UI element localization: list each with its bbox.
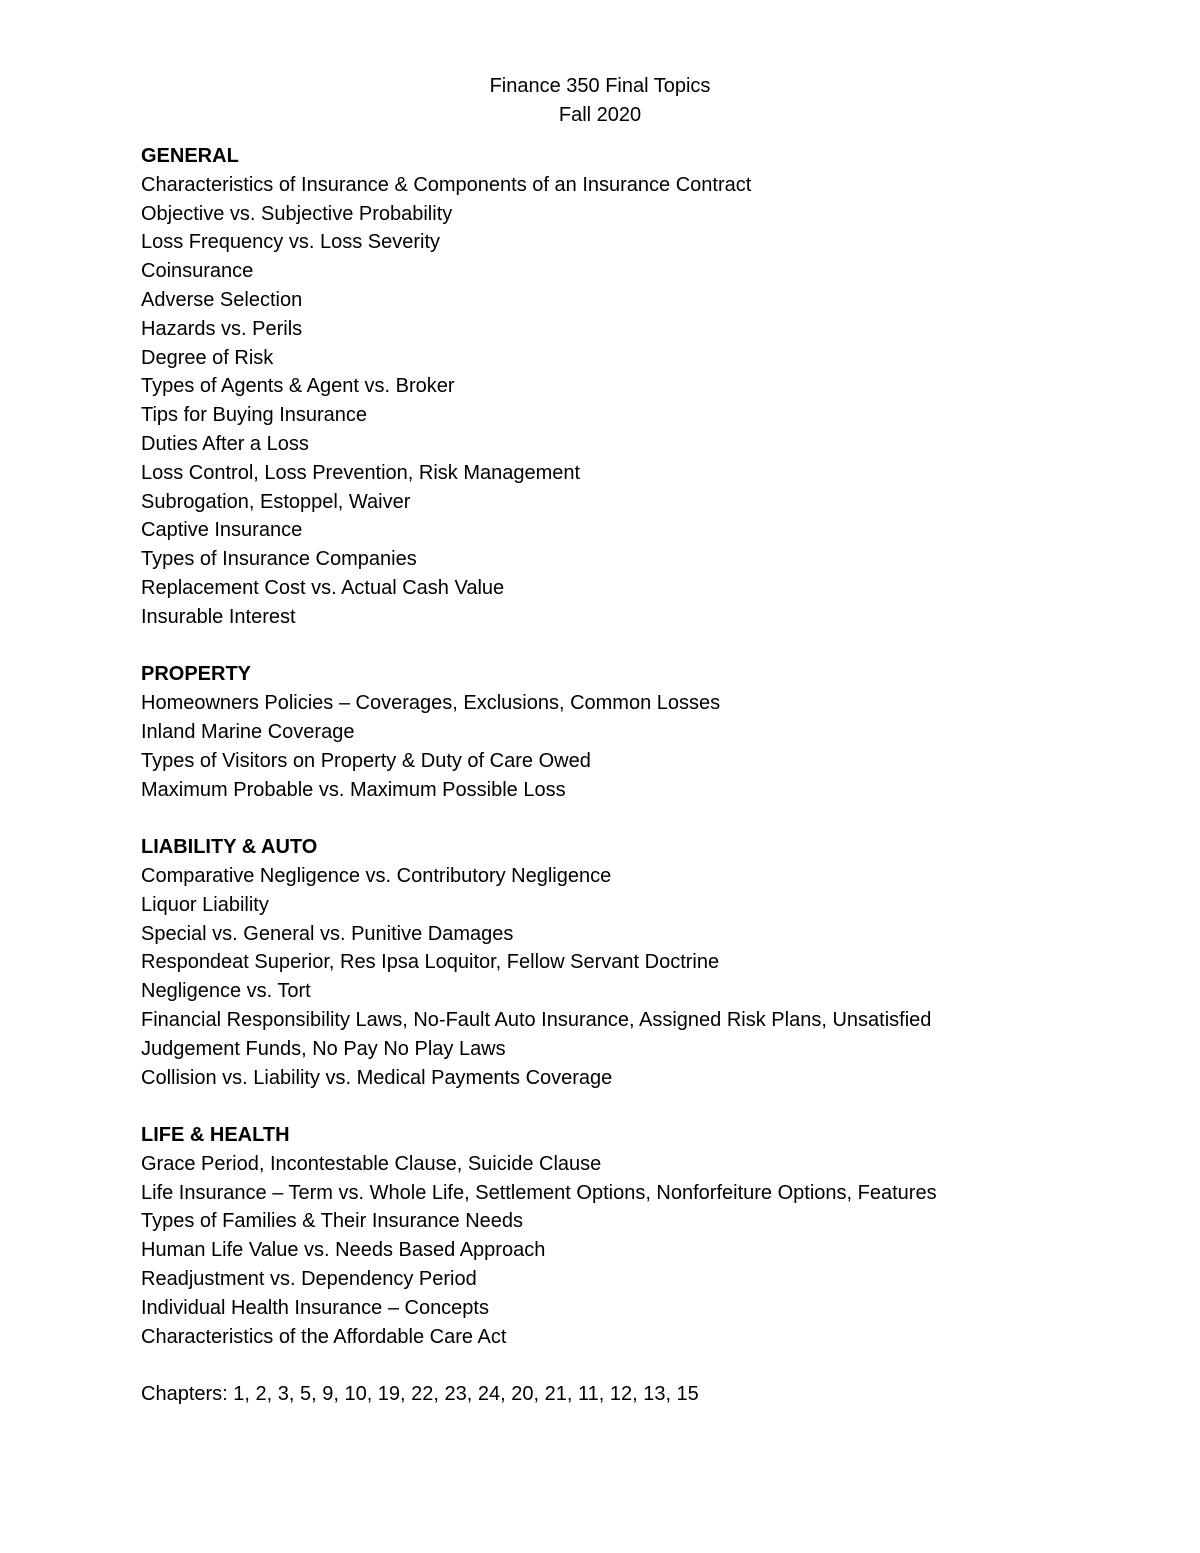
topic-item: Coinsurance	[141, 260, 254, 283]
topic-item: Types of Visitors on Property & Duty of Care Owed	[141, 749, 591, 772]
topics-content	[141, 142, 1141, 1409]
document-title: Finance 350 Final Topics	[489, 75, 711, 97]
section-liability-auto	[141, 833, 1141, 1092]
topic-item: Hazards vs. Perils	[141, 317, 303, 340]
topic-item: Special vs. General vs. Punitive Damages	[141, 922, 514, 945]
topic-item: Types of Agents & Agent vs. Broker	[141, 375, 455, 398]
topic-item: Insurable Interest	[141, 605, 296, 628]
topic-item: Collision vs. Liability vs. Medical Payments Coverage	[141, 1066, 613, 1089]
section-heading: PROPERTY	[141, 663, 252, 686]
topic-item: Characteristics of the Affordable Care Act	[141, 1325, 507, 1348]
topic-item: Negligence vs. Tort	[141, 980, 311, 1003]
topic-item: Grace Period, Incontestable Clause, Suicide Clause	[141, 1152, 602, 1175]
topic-item: Objective vs. Subjective Probability	[141, 202, 453, 225]
section-general	[141, 142, 1141, 632]
topic-item: Replacement Cost vs. Actual Cash Value	[141, 576, 505, 599]
topic-item: Life Insurance – Term vs. Whole Life, Settlement Options, Nonforfeiture Options, Features	[141, 1181, 937, 1204]
title-block	[0, 72, 1200, 130]
topic-item: Maximum Probable vs. Maximum Possible Loss	[141, 778, 566, 801]
section-heading: LIFE & HEALTH	[141, 1124, 290, 1147]
topic-item: Adverse Selection	[141, 288, 303, 311]
topic-item: Loss Frequency vs. Loss Severity	[141, 231, 441, 254]
topic-item: Subrogation, Estoppel, Waiver	[141, 490, 411, 513]
topic-item: Human Life Value vs. Needs Based Approach	[141, 1239, 546, 1262]
topic-item: Homeowners Policies – Coverages, Exclusions, Common Losses	[141, 692, 721, 715]
chapters-list: Chapters: 1, 2, 3, 5, 9, 10, 19, 22, 23, 24, 20, 21, 11, 12, 13, 15	[141, 1383, 699, 1406]
topic-item: Captive Insurance	[141, 519, 303, 542]
topic-item: Inland Marine Coverage	[141, 720, 355, 743]
section-heading: LIABILITY & AUTO	[141, 836, 318, 859]
topic-item: Degree of Risk	[141, 346, 274, 369]
topic-item: Financial Responsibility Laws, No-Fault Auto Insurance, Assigned Risk Plans, Unsatisfied	[141, 1008, 932, 1031]
topic-item: Duties After a Loss	[141, 432, 309, 455]
topic-item: Liquor Liability	[141, 893, 269, 916]
topic-item: Tips for Buying Insurance	[141, 404, 368, 427]
topic-item: Respondeat Superior, Res Ipsa Loquitor, Fellow Servant Doctrine	[141, 951, 720, 974]
topic-item: Loss Control, Loss Prevention, Risk Management	[141, 461, 581, 484]
topic-item: Types of Insurance Companies	[141, 548, 417, 571]
topic-item: Characteristics of Insurance & Components of an Insurance Contract	[141, 173, 752, 196]
topic-item: Readjustment vs. Dependency Period	[141, 1268, 477, 1291]
topic-item: Judgement Funds, No Pay No Play Laws	[141, 1037, 506, 1060]
topic-item: Individual Health Insurance – Concepts	[141, 1296, 489, 1319]
document-subtitle: Fall 2020	[558, 104, 642, 126]
topic-item: Comparative Negligence vs. Contributory Negligence	[141, 864, 612, 887]
section-life-health	[141, 1121, 1141, 1351]
section-property	[141, 660, 1141, 804]
section-heading: GENERAL	[141, 145, 239, 167]
topic-item: Types of Families & Their Insurance Needs	[141, 1210, 524, 1233]
